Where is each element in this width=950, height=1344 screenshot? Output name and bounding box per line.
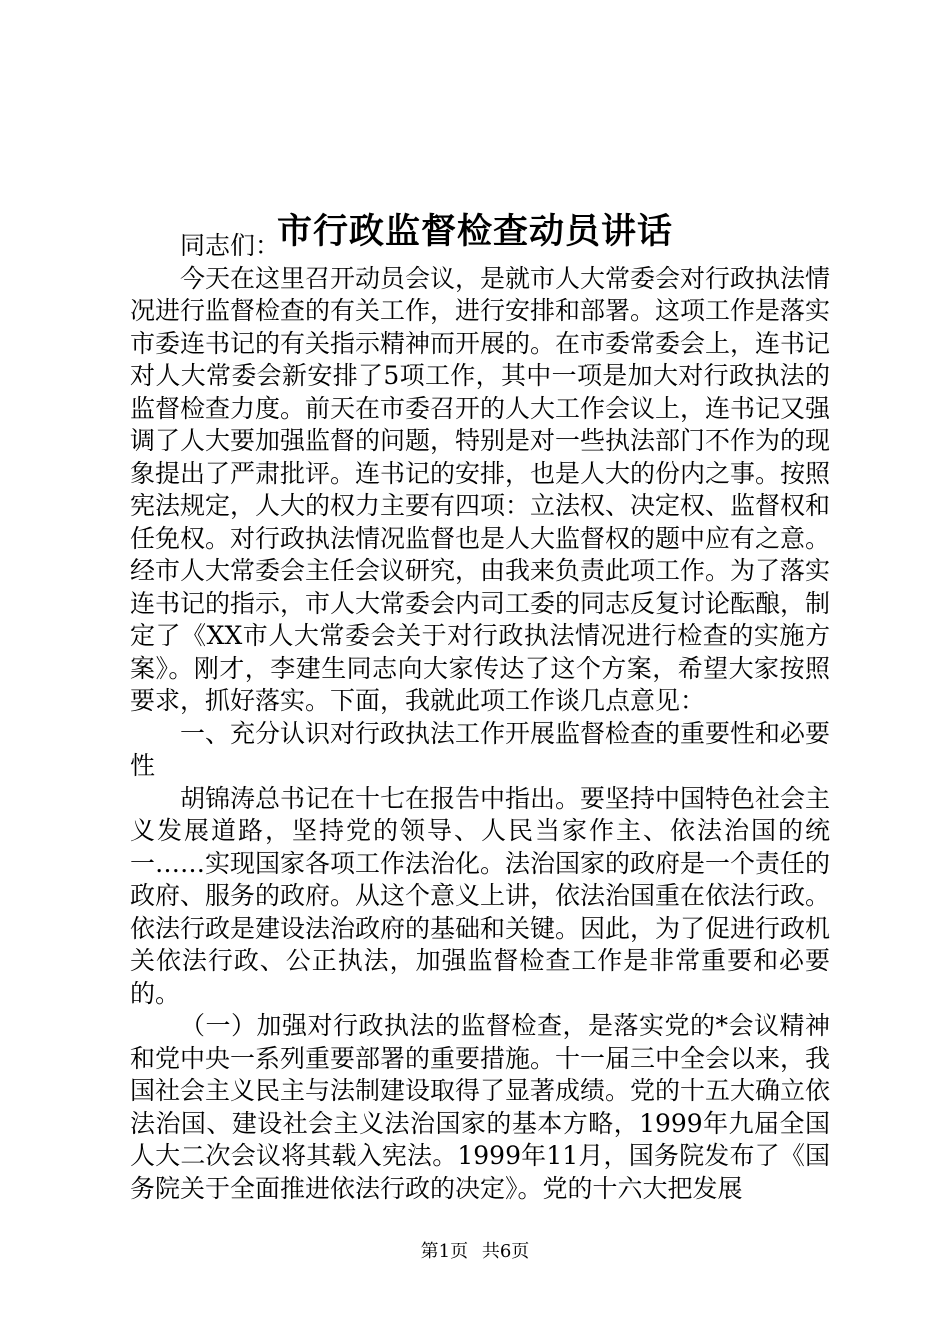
body-paragraph: 今天在这里召开动员会议，是就市人大常委会对行政执法情况进行监督检查的有关工作，进行安排和部署。这项工作是落实市委连书记的有关指示精神而开展的。在市委常委会上，连书记对人大常委会新安排了5项工作，其中一项是加大对行政执法的监督检查力度。前天在市委召开的人大工作会议上，连书记又强调了人大要加强监督的问题，特别是对一些执法部门不作为的现象提出了严肃批评。连书记的安排，也是人大的份内之事。按照宪法规定，人大的权力主要有四项：立法权、决定权、监督权和任免权。对行政执法情况监督也是人大监督权的题中应有之意。经市人大常委会主任会议研究，由我来负责此项工作。为了落实连书记的指示，市人大常委会内司工委的同志反复讨论酝酿，制定了《XX市人大常委会关于对行政执法情况进行检查的实施方案》。刚才，李建生同志向大家传达了这个方案，希望大家按照要求，抓好落实。下面，我就此项工作谈几点意见： <box>130 263 831 715</box>
page-total: 共6页 <box>481 1241 530 1262</box>
body-paragraph: （一）加强对行政执法的监督检查，是落实党的*会议精神和党中央一系列重要部署的重要措施。十一届三中全会以来，我国社会主义民主与法制建设取得了显著成绩。党的十五大确立依法治国、建设社会主义法治国家的基本方略，1999年九届全国人大二次会议将其载入宪法。1999年11月，国务院发布了《国务院关于全面推进依法行政的决定》。党的十六大把发展 <box>130 1011 831 1203</box>
page-footer <box>0 1240 950 1264</box>
body-paragraph: 胡锦涛总书记在十七在报告中指出。要坚持中国特色社会主义发展道路，坚持党的领导、人民当家作主、依法治国的统一……实现国家各项工作法治化。法治国家的政府是一个责任的政府、服务的政府。从这个意义上讲，依法治国重在依法行政。依法行政是建设法治政府的基础和关键。因此，为了促进行政机关依法行政、公正执法，加强监督检查工作是非常重要和必要的。 <box>130 783 831 1008</box>
salutation: 同志们： <box>180 231 281 260</box>
section-heading: 一、充分认识对行政执法工作开展监督检查的重要性和必要性 <box>130 718 831 780</box>
document-title: 市行政监督检查动员讲话 <box>276 211 673 253</box>
document-body <box>130 230 830 1205</box>
page-number: 第1页 <box>420 1241 469 1262</box>
